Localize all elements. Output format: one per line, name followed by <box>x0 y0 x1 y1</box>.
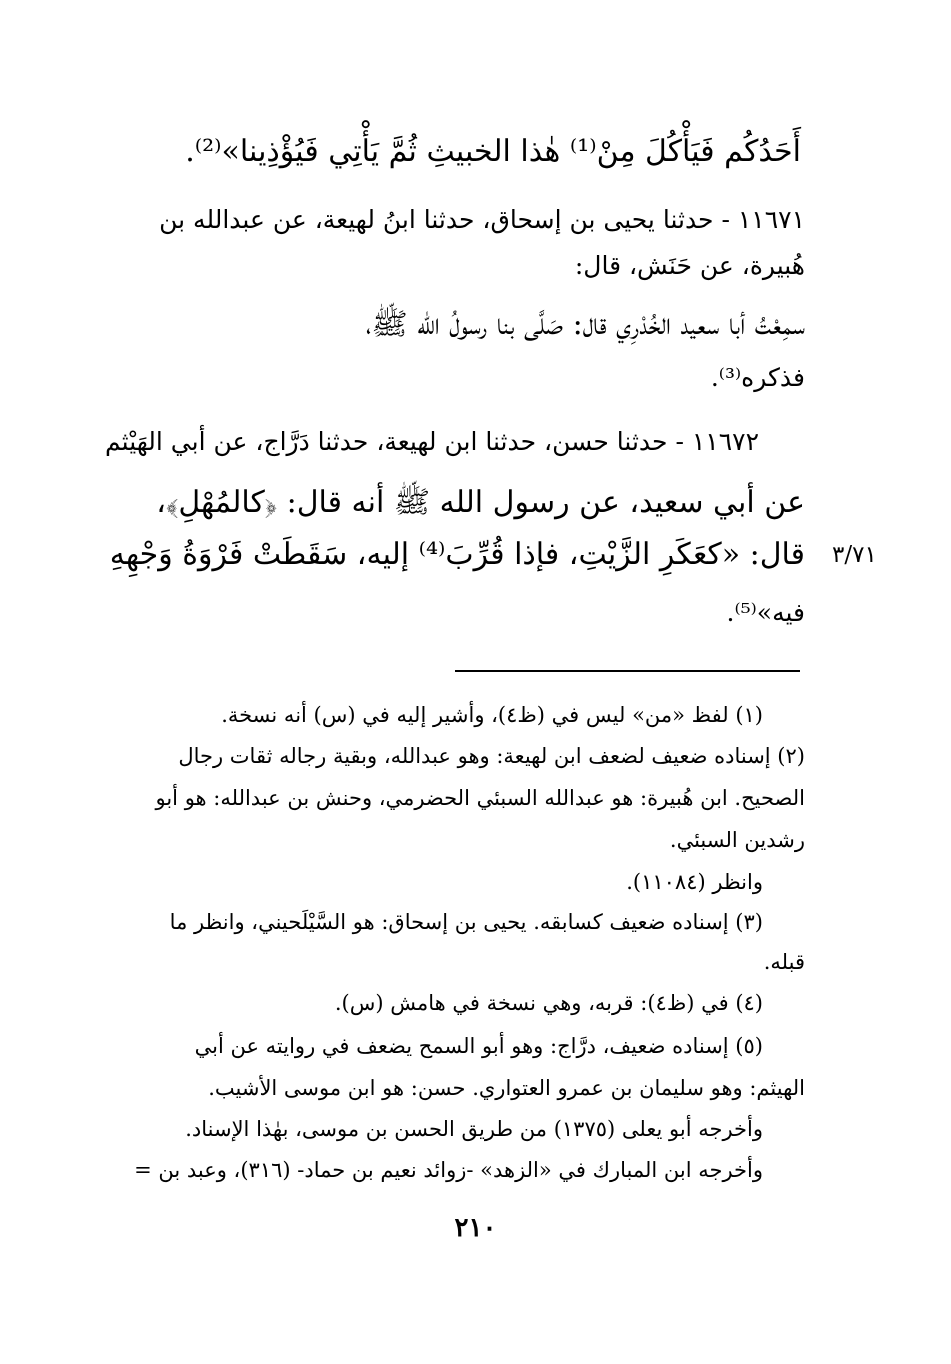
hadith-line-3: هُبيرة، عن حَنَش، قال: <box>574 251 805 280</box>
footnote-line-11: وأخرجه أبو يعلى (١٣٧٥) من طريق الحسن بن موسى، بهٰذا الإسناد. <box>185 1117 763 1141</box>
footnote-line-7: قبله. <box>763 950 805 974</box>
footnote-line-1: (١) لفظ «من» ليس في (ظ٤)، وأشير إليه في (س) أنه نسخة. <box>221 703 763 727</box>
footnote-line-2: (٢) إسناده ضعيف لضعف ابن لهيعة: وهو عبدالله، وبقية رجاله ثقات رجال <box>178 744 805 768</box>
hadith-line-1: أَحَدُكُم فَيَأْكُلَ مِنْ⁽¹⁾ هٰذا الخبيثِ ثُمَّ يَأْتِي فَيُؤْذِينا»⁽²⁾. <box>185 134 801 169</box>
hadith-line-7: عن أبي سعيد، عن رسول الله ﷺ أنه قال: ﴿كالمُهْلِ﴾، <box>156 485 805 520</box>
footnote-line-4: رشدين السبئي. <box>669 828 805 852</box>
hadith-line-8: قال: «كعَكَرِ الزَّيْتِ، فإذا قُرِّبَ⁽⁴⁾ إليه، سَقَطَتْ فَرْوَةُ وَجْهِهِ <box>109 537 805 572</box>
page-number: ٢١٠ <box>454 1213 497 1243</box>
hadith-line-5: فذكره⁽³⁾. <box>710 363 805 392</box>
hadith-line-4: سمِعْتُ أبا سعيد الخُدْرِي قال: صَلَّى بنا رسولُ الله ﷺ، <box>365 307 805 342</box>
footnote-line-3: الصحيح. ابن هُبيرة: هو عبدالله السبئي الحضرمي، وحنش بن عبدالله: هو أبو <box>155 786 805 810</box>
hadith-line-6: ١١٦٧٢ - حدثنا حسن، حدثنا ابن لهيعة، حدثنا دَرَّاج، عن أبي الهَيْثم <box>105 427 759 456</box>
footnote-line-6: (٣) إسناده ضعيف كسابقه. يحيى بن إسحاق: هو السَّيْلَحيني، وانظر ما <box>169 910 763 934</box>
footnote-separator <box>455 670 800 672</box>
footnote-line-8: (٤) في (ظ٤): قربه، وهي نسخة في هامش (س). <box>334 991 763 1015</box>
footnote-line-5: وانظر (١١٠٨٤). <box>626 870 763 894</box>
hadith-line-9: فيه»⁽⁵⁾. <box>726 598 805 627</box>
hadith-line-2: ١١٦٧١ - حدثنا يحيى بن إسحاق، حدثنا ابنُ لهيعة، عن عبدالله بن <box>159 205 805 234</box>
footnote-line-12: وأخرجه ابن المبارك في «الزهد» -زوائد نعيم بن حماد- (٣١٦)، وعبد بن = <box>134 1158 763 1182</box>
footnote-line-10: الهيثم: وهو سليمان بن عمرو العتواري. حسن: هو ابن موسى الأشيب. <box>208 1076 805 1100</box>
footnote-line-9: (٥) إسناده ضعيف، درَّاج: وهو أبو السمح يضعف في روايته عن أبي <box>194 1034 763 1058</box>
margin-reference: ٣/٧١ <box>832 542 877 568</box>
